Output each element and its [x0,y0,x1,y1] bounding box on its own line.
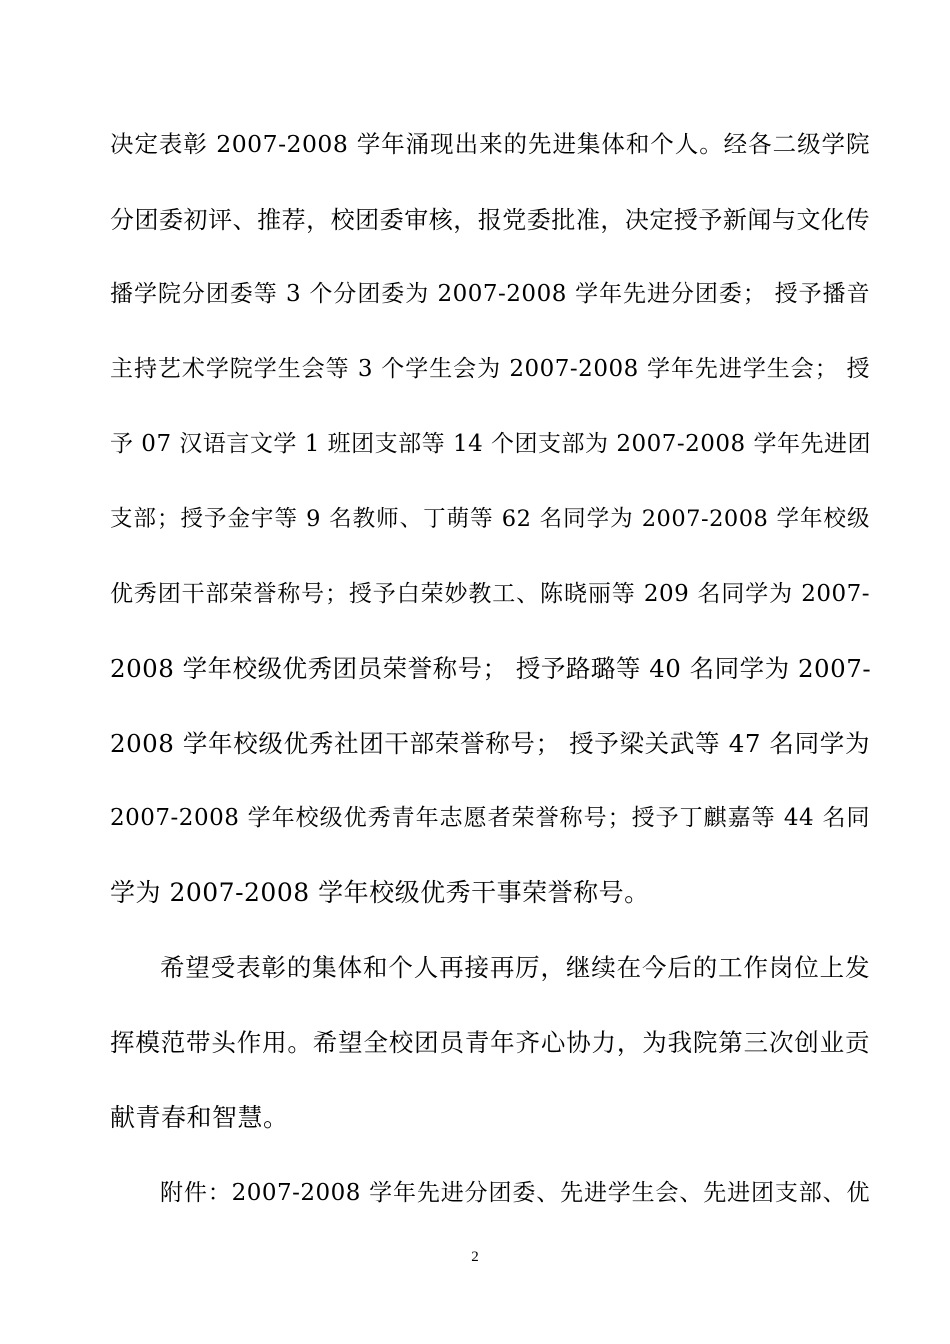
page-number: 2 [471,1249,479,1265]
body-text-line: 献青春和智慧。 [110,1103,289,1132]
body-text-line: 学为 2007-2008 学年校级优秀干事荣誉称号。 [110,878,650,907]
body-text-line: 优秀团干部荣誉称号；授予白荣妙教工、陈晓丽等 209 名同学为 2007- [110,581,870,607]
body-text-line: 决定表彰 2007-2008 学年涌现出来的先进集体和个人。经各二级学院 [110,130,870,158]
body-text-line: 分团委初评、推荐，校团委审核，报党委批准，决定授予新闻与文化传 [110,206,870,234]
body-text-line: 播学院分团委等 3 个分团委为 2007-2008 学年先进分团委； 授予播音 [110,281,870,307]
body-text-line: 予 07 汉语言文学 1 班团支部等 14 个团支部为 2007-2008 学年先进团 [110,431,871,457]
body-text-line: 挥模范带头作用。希望全校团员青年齐心协力，为我院第三次创业贡 [110,1028,870,1057]
body-text-line: 2008 学年校级优秀团员荣誉称号； 授予路璐等 40 名同学为 2007- [110,654,872,683]
body-text-line: 主持艺术学院学生会等 3 个学生会为 2007-2008 学年先进学生会； 授 [110,356,870,382]
body-text-line: 2008 学年校级优秀社团干部荣誉称号； 授予梁关武等 47 名同学为 [110,729,870,758]
body-text-line: 2007-2008 学年校级优秀青年志愿者荣誉称号；授予丁麒嘉等 44 名同 [110,805,870,831]
body-text-line: 支部；授予金宇等 9 名教师、丁萌等 62 名同学为 2007-2008 学年校级 [110,506,870,532]
body-text-line: 希望受表彰的集体和个人再接再厉，继续在今后的工作岗位上发 [160,953,870,982]
body-text-line: 附件：2007-2008 学年先进分团委、先进学生会、先进团支部、优 [160,1180,870,1206]
